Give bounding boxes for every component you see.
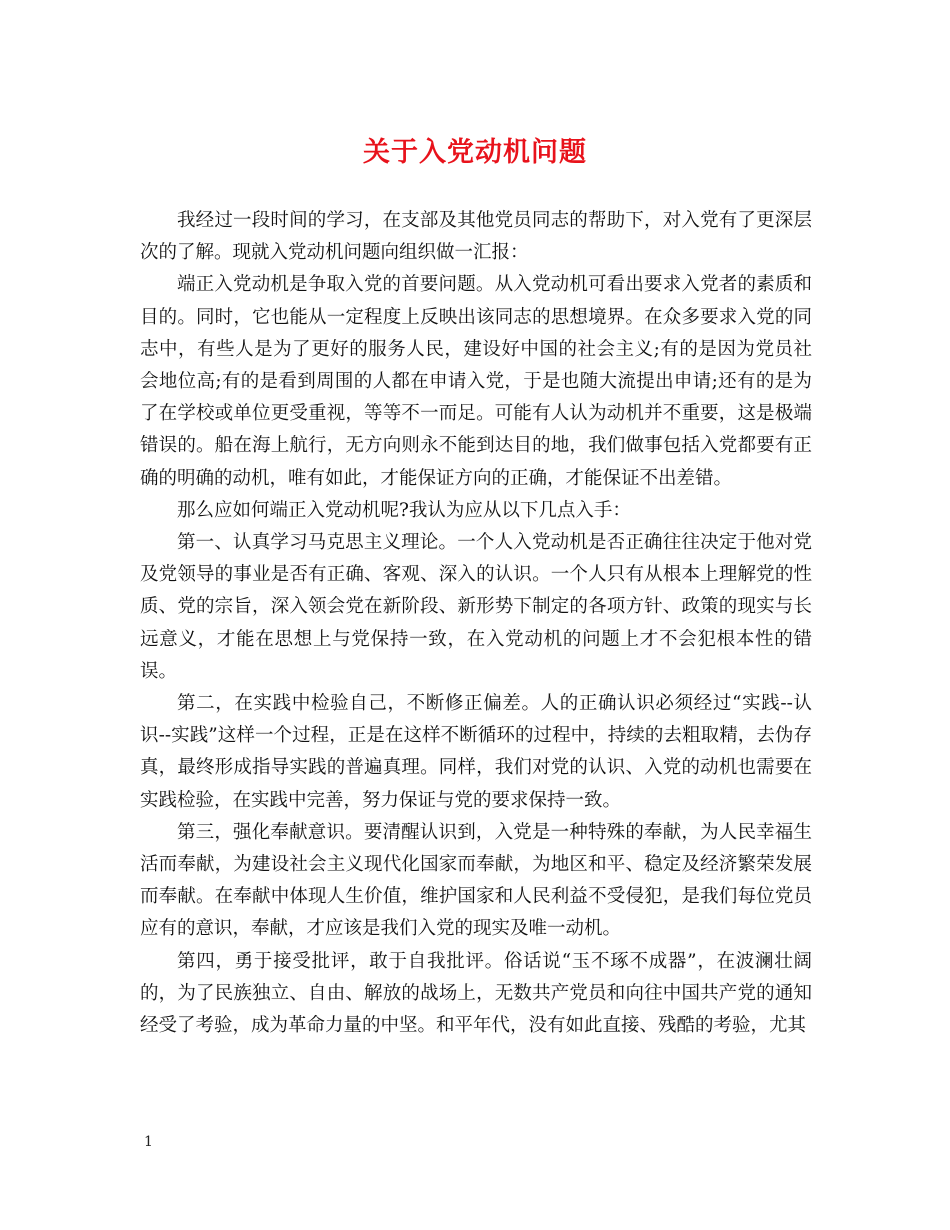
- paragraph-point-three: 第三，强化奉献意识。要清醒认识到，入党是一种特殊的奉献，为人民幸福生活而奉献，为建设社会主义现代化国家而奉献，为地区和平、稳定及经济繁荣发展而奉献。在奉献中体现人生价值，维护国家和人民利益不受侵犯，是我们每位党员应有的意识，奉献，才应该是我们入党的现实及唯一动机。: [140, 821, 812, 940]
- page-number: 1: [144, 1134, 153, 1150]
- paragraph-point-two: 第二，在实践中检验自己，不断修正偏差。人的正确认识必须经过“实践--认识--实践”这样一个过程，正是在这样不断循环的过程中，持续的去粗取精，去伪存真，最终形成指导实践的普遍真理。同样，我们对党的认识、入党的动机也需要在实践检验，在实践中完善，努力保证与党的要求保持一致。: [140, 693, 812, 811]
- paragraph-how-to: 那么应如何端正入党动机呢?我认为应从以下几点入手：: [177, 499, 631, 521]
- document-title: 关于入党动机问题: [363, 137, 587, 168]
- document-body: [140, 205, 812, 1042]
- paragraph-point-one: 第一、认真学习马克思主义理论。一个人入党动机是否正确往往决定于他对党及党领导的事业是否有正确、客观、深入的认识。一个人只有从根本上理解党的性质、党的宗旨，深入领会党在新阶段、新形势下制定的各项方针、政策的现实与长远意义，才能在思想上与党保持一致，在入党动机的问题上才不会犯根本性的错误。: [140, 532, 812, 682]
- paragraph-point-four: 第四，勇于接受批评，敢于自我批评。俗话说“玉不琢不成器”，在波澜壮阔的，为了民族独立、自由、解放的战场上，无数共产党员和向往中国共产党的通知经受了考验，成为革命力量的中坚。和平年代，没有如此直接、残酷的考验，尤其: [140, 950, 812, 1037]
- paragraph-intro: 我经过一段时间的学习，在支部及其他党员同志的帮助下，对入党有了更深层次的了解。现就入党动机问题向组织做一汇报：: [140, 210, 812, 264]
- paragraph-motivation-importance: 端正入党动机是争取入党的首要问题。从入党动机可看出要求入党者的素质和目的。同时，它也能从一定程度上反映出该同志的思想境界。在众多要求入党的同志中，有些人是为了更好的服务人民，建设好中国的社会主义;有的是因为党员社会地位高;有的是看到周围的人都在申请入党，于是也随大流提出申请;还有的是为了在学校或单位更受重视，等等不一而足。可能有人认为动机并不重要，这是极端错误的。船在海上航行，无方向则永不能到达目的地，我们做事包括入党都要有正确的明确的动机，唯有如此，才能保证方向的正确，才能保证不出差错。: [140, 274, 812, 489]
